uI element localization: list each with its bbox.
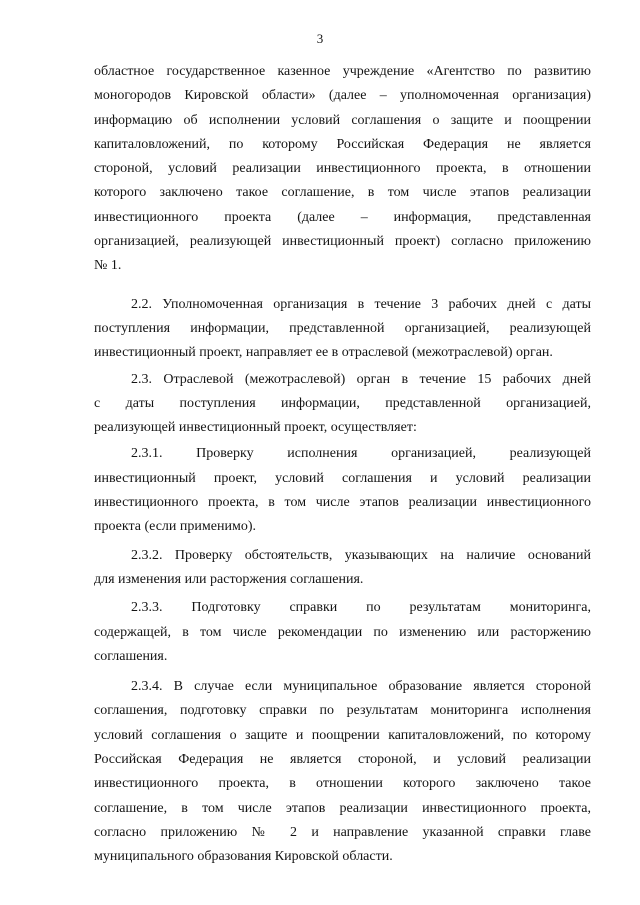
text-line: муниципального образования Кировской области.: [94, 849, 393, 865]
text-line: 2.3.2. Проверку обстоятельств, указывающих на наличие оснований: [131, 547, 591, 563]
text-line: 2.2. Уполномоченная организация в течение 3 рабочих дней с даты: [131, 296, 591, 312]
paragraph-2-3-2: [94, 544, 591, 593]
text-line: организацией, реализующей инвестиционный проект) согласно приложению: [94, 234, 591, 250]
text-line: соглашения, подготовку справки по результатам мониторинга исполнения: [94, 703, 591, 719]
paragraph-2-3: [94, 368, 591, 441]
text-line: содержащей, в том числе рекомендации по изменению или расторжению: [94, 624, 591, 640]
paragraph-2-2: [94, 293, 591, 366]
text-line: реализующей инвестиционный проект, осуществляет:: [94, 420, 417, 436]
text-line: условий соглашения о защите и поощрении капиталовложений, по которому: [94, 727, 591, 743]
text-line: проекта (если применимо).: [94, 519, 256, 535]
paragraph-2-3-4: [94, 675, 591, 869]
text-line: областное государственное казенное учреждение «Агентство по развитию: [94, 64, 591, 79]
text-line: инвестиционного проекта, в отношении которого заключено такое: [94, 776, 591, 792]
text-line: с даты поступления информации, представленной организацией,: [94, 395, 591, 411]
text-line: 2.3.3. Подготовку справки по результатам мониторинга,: [131, 600, 591, 616]
paragraph-1: [94, 60, 591, 279]
text-line: № 1.: [94, 258, 122, 274]
text-line: которого заключено такое соглашение, в том числе этапов реализации: [94, 185, 591, 201]
page-number: 3: [316, 31, 324, 46]
text-line: стороной, условий реализации инвестиционного проекта, в отношении: [94, 161, 591, 177]
text-line: соглашения.: [94, 648, 168, 664]
text-line: Российская Федерация не является стороной, и условий реализации: [94, 752, 591, 768]
text-line: капиталовложений, по которому Российская Федерация не является: [94, 136, 591, 152]
text-line: инвестиционный проект, условий соглашения и условий реализации: [94, 470, 591, 486]
text-line: моногородов Кировской области» (далее – уполномоченная организация): [94, 88, 591, 104]
paragraph-2-3-3: [94, 596, 591, 669]
text-line: поступления информации, представленной организацией, реализующей: [94, 320, 591, 336]
paragraph-2-3-1: [94, 442, 591, 539]
text-line: соглашение, в том числе этапов реализации инвестиционного проекта,: [94, 800, 591, 816]
text-line: согласно приложению № 2 и направление указанной справки главе: [94, 824, 591, 840]
text-line: инвестиционного проекта, в том числе этапов реализации инвестиционного: [94, 495, 591, 511]
text-line: 2.3. Отраслевой (межотраслевой) орган в течение 15 рабочих дней: [131, 371, 591, 387]
text-line: для изменения или расторжения соглашения.: [94, 571, 364, 587]
document-body: [94, 60, 591, 870]
text-line: информацию об исполнении условий соглашения о защите и поощрении: [94, 112, 591, 128]
text-line: 2.3.4. В случае если муниципальное образование является стороной: [131, 679, 591, 695]
text-line: 2.3.1. Проверку исполнения организацией, реализующей: [131, 446, 591, 462]
text-line: инвестиционный проект, направляет ее в отраслевой (межотраслевой) орган.: [94, 345, 553, 361]
text-line: инвестиционного проекта (далее – информация, представленная: [94, 209, 591, 225]
